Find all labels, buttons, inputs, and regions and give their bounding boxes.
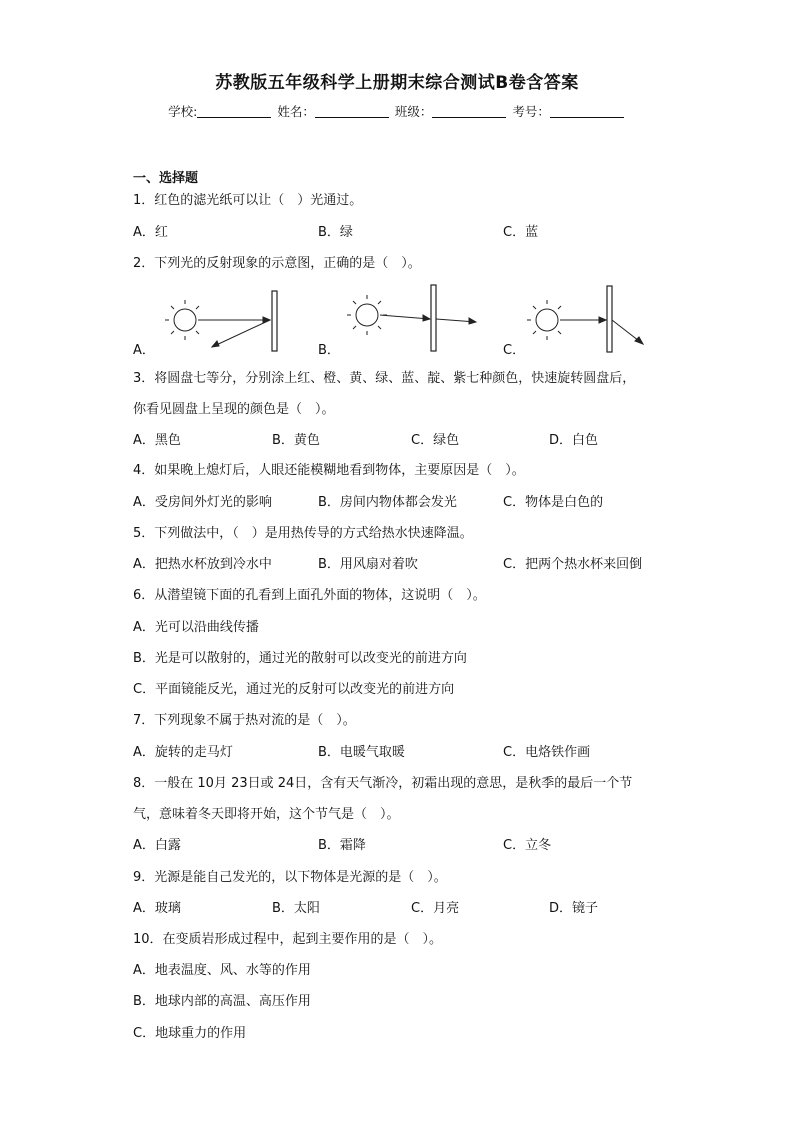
question-3-line-1: 3．将圆盘七等分，分别涂上红、橙、黄、绿、蓝、靛、紫七种颜色，快速旋转圆盘后， xyxy=(133,371,636,386)
q9-option-a[interactable]: A．玻璃 xyxy=(133,901,181,916)
q3-option-a[interactable]: A．黑色 xyxy=(133,433,181,448)
q2-option-c[interactable]: C． xyxy=(503,343,526,358)
q5-option-b[interactable]: B．用风扇对着吹 xyxy=(318,557,418,572)
q9-option-c[interactable]: C．月亮 xyxy=(411,901,460,916)
question-5: 5．下列做法中，（ ）是用热传导的方式给热水快速降温。 xyxy=(133,526,473,541)
q6-option-a[interactable]: A．光可以沿曲线传播 xyxy=(133,620,259,635)
q7-option-c[interactable]: C．电烙铁作画 xyxy=(503,745,591,760)
q9-option-b[interactable]: B．太阳 xyxy=(272,901,320,916)
q4-option-a[interactable]: A．受房间外灯光的影响 xyxy=(133,495,272,510)
name-label: 姓名： xyxy=(277,104,315,119)
q8-option-c[interactable]: C．立冬 xyxy=(503,838,552,853)
q10-option-a[interactable]: A．地表温度、风、水等的作用 xyxy=(133,963,311,978)
name-blank[interactable] xyxy=(315,105,389,118)
q4-option-c[interactable]: C．物体是白色的 xyxy=(503,495,604,510)
question-4: 4．如果晚上熄灯后，人眼还能模糊地看到物体，主要原因是（ ）。 xyxy=(133,463,525,478)
q5-option-a[interactable]: A．把热水杯放到冷水中 xyxy=(133,557,272,572)
question-7: 7．下列现象不属于热对流的是（ ）。 xyxy=(133,713,356,728)
question-1: 1．红色的滤光纸可以让（ ）光通过。 xyxy=(133,193,363,208)
q3-option-b[interactable]: B．黄色 xyxy=(272,433,320,448)
q8-option-a[interactable]: A．白露 xyxy=(133,838,181,853)
q1-option-b[interactable]: B．绿 xyxy=(318,225,353,240)
q6-option-b[interactable]: B．光是可以散射的，通过光的散射可以改变光的前进方向 xyxy=(133,651,467,666)
q3-option-c[interactable]: C．绿色 xyxy=(411,433,460,448)
question-9: 9．光源是能自己发光的，以下物体是光源的是（ ）。 xyxy=(133,870,447,885)
q2-option-a[interactable]: A． xyxy=(133,343,155,358)
question-3-line-2: 你看见圆盘上呈现的颜色是（ ）。 xyxy=(133,402,335,417)
q10-option-c[interactable]: C．地球重力的作用 xyxy=(133,1026,247,1041)
diagram-a xyxy=(160,283,290,353)
section-heading: 一、选择题 xyxy=(133,171,199,186)
school-blank[interactable] xyxy=(197,105,271,118)
question-2: 2．下列光的反射现象的示意图，正确的是（ ）。 xyxy=(133,256,421,271)
q8-option-b[interactable]: B．霜降 xyxy=(318,838,366,853)
number-label: 考号： xyxy=(512,104,550,119)
diagram-b xyxy=(340,283,490,353)
class-label: 班级： xyxy=(394,104,433,119)
number-blank[interactable] xyxy=(550,105,624,118)
q1-option-a[interactable]: A．红 xyxy=(133,225,168,240)
q6-option-c[interactable]: C．平面镜能反光，通过光的反射可以改变光的前进方向 xyxy=(133,682,455,697)
school-label: 学校: xyxy=(168,104,198,119)
class-blank[interactable] xyxy=(432,105,506,118)
question-10: 10．在变质岩形成过程中，起到主要作用的是（ ）。 xyxy=(133,932,443,947)
page-title: 苏教版五年级科学上册期末综合测试B卷含答案 xyxy=(215,73,579,93)
diagram-c xyxy=(525,283,655,355)
student-info-line xyxy=(0,102,794,120)
question-8-line-1: 8．一般在 10月 23日或 24日，含有天气渐冷，初霜出现的意思，是秋季的最后一个节 xyxy=(133,776,633,791)
q7-option-b[interactable]: B．电暖气取暖 xyxy=(318,745,405,760)
q3-option-d[interactable]: D．白色 xyxy=(549,433,599,448)
q1-option-c[interactable]: C．蓝 xyxy=(503,225,539,240)
q4-option-b[interactable]: B．房间内物体都会发光 xyxy=(318,495,457,510)
q10-option-b[interactable]: B．地球内部的高温、高压作用 xyxy=(133,994,311,1009)
q7-option-a[interactable]: A．旋转的走马灯 xyxy=(133,745,233,760)
q9-option-d[interactable]: D．镜子 xyxy=(549,901,599,916)
question-8-line-2: 气，意味着冬天即将开始，这个节气是（ ）。 xyxy=(133,807,400,822)
question-6: 6．从潜望镜下面的孔看到上面孔外面的物体，这说明（ ）。 xyxy=(133,588,486,603)
q5-option-c[interactable]: C．把两个热水杯来回倒 xyxy=(503,557,643,572)
q2-option-b[interactable]: B． xyxy=(318,343,340,358)
